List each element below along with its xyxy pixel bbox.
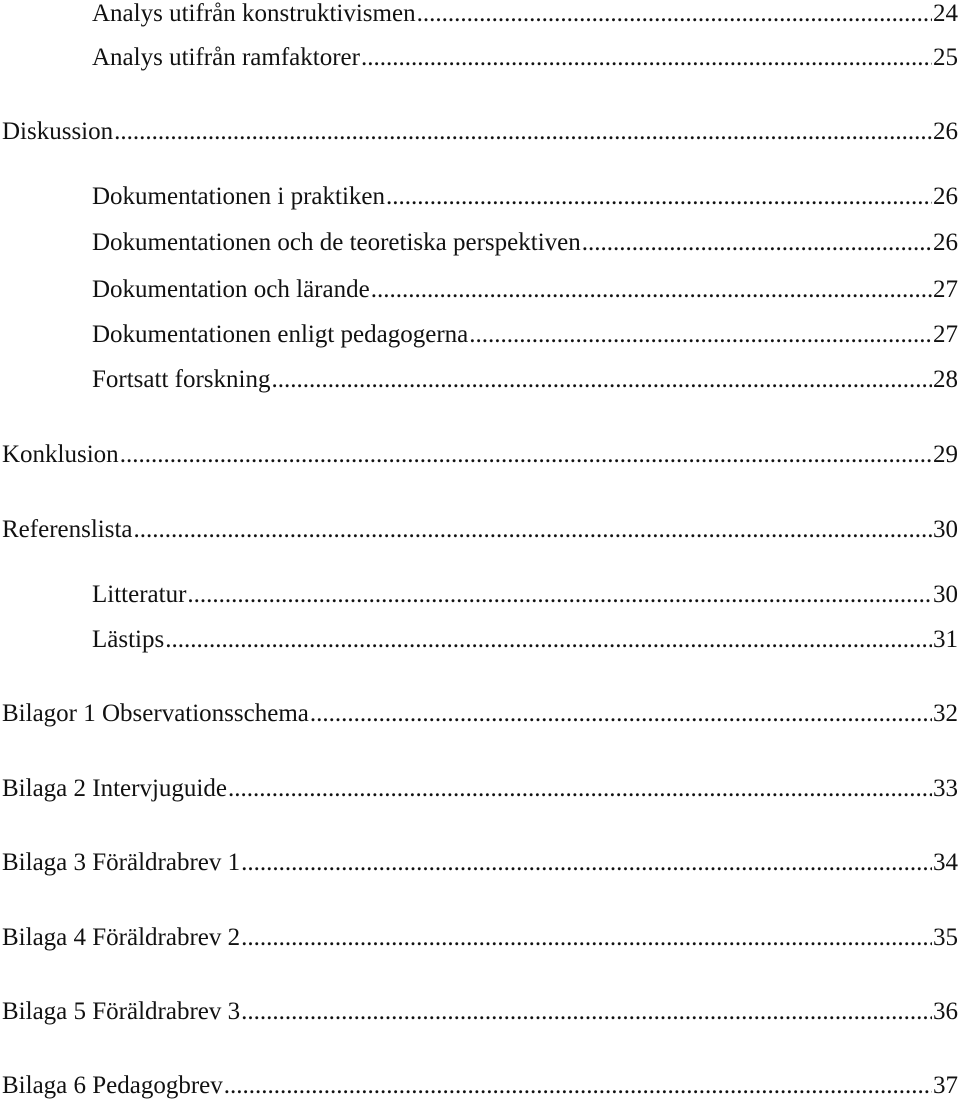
dot-leader bbox=[114, 112, 932, 152]
toc-entry[interactable] bbox=[2, 435, 958, 475]
toc-entry-page: 25 bbox=[933, 44, 958, 71]
toc-entry-title: Analys utifrån konstruktivismen bbox=[92, 0, 416, 27]
toc-entry-page: 35 bbox=[933, 924, 958, 951]
dot-leader bbox=[228, 769, 932, 809]
toc-entry-title: Lästips bbox=[92, 626, 165, 653]
toc-entry[interactable] bbox=[2, 769, 958, 809]
toc-entry-title: Bilaga 2 Intervjuguide bbox=[2, 775, 227, 802]
toc-entry-page: 26 bbox=[933, 183, 958, 210]
dot-leader bbox=[386, 177, 932, 217]
dot-leader bbox=[224, 1066, 932, 1106]
dot-leader bbox=[271, 360, 932, 400]
dot-leader bbox=[120, 435, 932, 475]
dot-leader bbox=[134, 510, 932, 550]
dot-leader bbox=[241, 992, 932, 1032]
toc-entry-title: Dokumentationen och de teoretiska perspektiven bbox=[92, 229, 581, 256]
toc-entry-page: 26 bbox=[933, 118, 958, 145]
toc-entry-title: Bilaga 5 Föräldrabrev 3 bbox=[2, 998, 241, 1025]
toc-entry-title: Dokumentationen i praktiken bbox=[92, 183, 385, 210]
toc-entry-page: 26 bbox=[933, 229, 958, 256]
toc-entry-title: Bilaga 6 Pedagogbrev bbox=[2, 1072, 223, 1099]
toc-entry-page: 27 bbox=[933, 321, 958, 348]
dot-leader bbox=[361, 38, 932, 78]
toc-entry[interactable] bbox=[92, 0, 958, 34]
toc-entry[interactable] bbox=[92, 575, 958, 615]
toc-entry-title: Dokumentation och lärande bbox=[92, 276, 370, 303]
toc-entry-title: Fortsatt forskning bbox=[92, 366, 271, 393]
toc-entry[interactable] bbox=[2, 112, 958, 152]
toc-entry-title: Bilaga 4 Föräldrabrev 2 bbox=[2, 924, 241, 951]
dot-leader bbox=[241, 843, 932, 883]
dot-leader bbox=[241, 918, 932, 958]
toc-entry[interactable] bbox=[92, 38, 958, 78]
dot-leader bbox=[310, 694, 932, 734]
toc-entry-title: Litteratur bbox=[92, 581, 187, 608]
toc-entry-page: 34 bbox=[933, 849, 958, 876]
toc-entry-page: 36 bbox=[933, 998, 958, 1025]
toc-entry[interactable] bbox=[2, 1066, 958, 1106]
toc-entry[interactable] bbox=[2, 918, 958, 958]
toc-entry-title: Bilagor 1 Observationsschema bbox=[2, 700, 309, 727]
dot-leader bbox=[165, 620, 932, 660]
toc-entry-title: Dokumentationen enligt pedagogerna bbox=[92, 321, 469, 348]
toc-entry-page: 30 bbox=[933, 516, 958, 543]
toc-entry-page: 30 bbox=[933, 581, 958, 608]
toc-entry[interactable] bbox=[92, 270, 958, 310]
dot-leader bbox=[582, 223, 932, 263]
toc-entry-title: Referenslista bbox=[2, 516, 133, 543]
toc-entry[interactable] bbox=[2, 992, 958, 1032]
toc-entry[interactable] bbox=[92, 315, 958, 355]
toc-entry-title: Diskussion bbox=[2, 118, 114, 145]
toc-entry-title: Konklusion bbox=[2, 441, 119, 468]
toc-entry[interactable] bbox=[92, 620, 958, 660]
toc-entry-page: 24 bbox=[933, 0, 958, 27]
toc-entry-page: 33 bbox=[933, 775, 958, 802]
dot-leader bbox=[187, 575, 932, 615]
dot-leader bbox=[371, 270, 932, 310]
toc-entry-title: Bilaga 3 Föräldrabrev 1 bbox=[2, 849, 241, 876]
toc-entry[interactable] bbox=[92, 223, 958, 263]
toc-entry-title: Analys utifrån ramfaktorer bbox=[92, 44, 360, 71]
toc-entry[interactable] bbox=[2, 694, 958, 734]
toc-entry[interactable] bbox=[92, 360, 958, 400]
dot-leader bbox=[469, 315, 932, 355]
toc-entry-page: 31 bbox=[933, 626, 958, 653]
toc-entry-page: 29 bbox=[933, 441, 958, 468]
toc-entry[interactable] bbox=[2, 510, 958, 550]
toc-entry-page: 37 bbox=[933, 1072, 958, 1099]
toc-entry-page: 28 bbox=[933, 366, 958, 393]
toc-entry-page: 32 bbox=[933, 700, 958, 727]
toc-entry[interactable] bbox=[92, 177, 958, 217]
toc-entry-page: 27 bbox=[933, 276, 958, 303]
toc-entry[interactable] bbox=[2, 843, 958, 883]
dot-leader bbox=[417, 0, 932, 34]
